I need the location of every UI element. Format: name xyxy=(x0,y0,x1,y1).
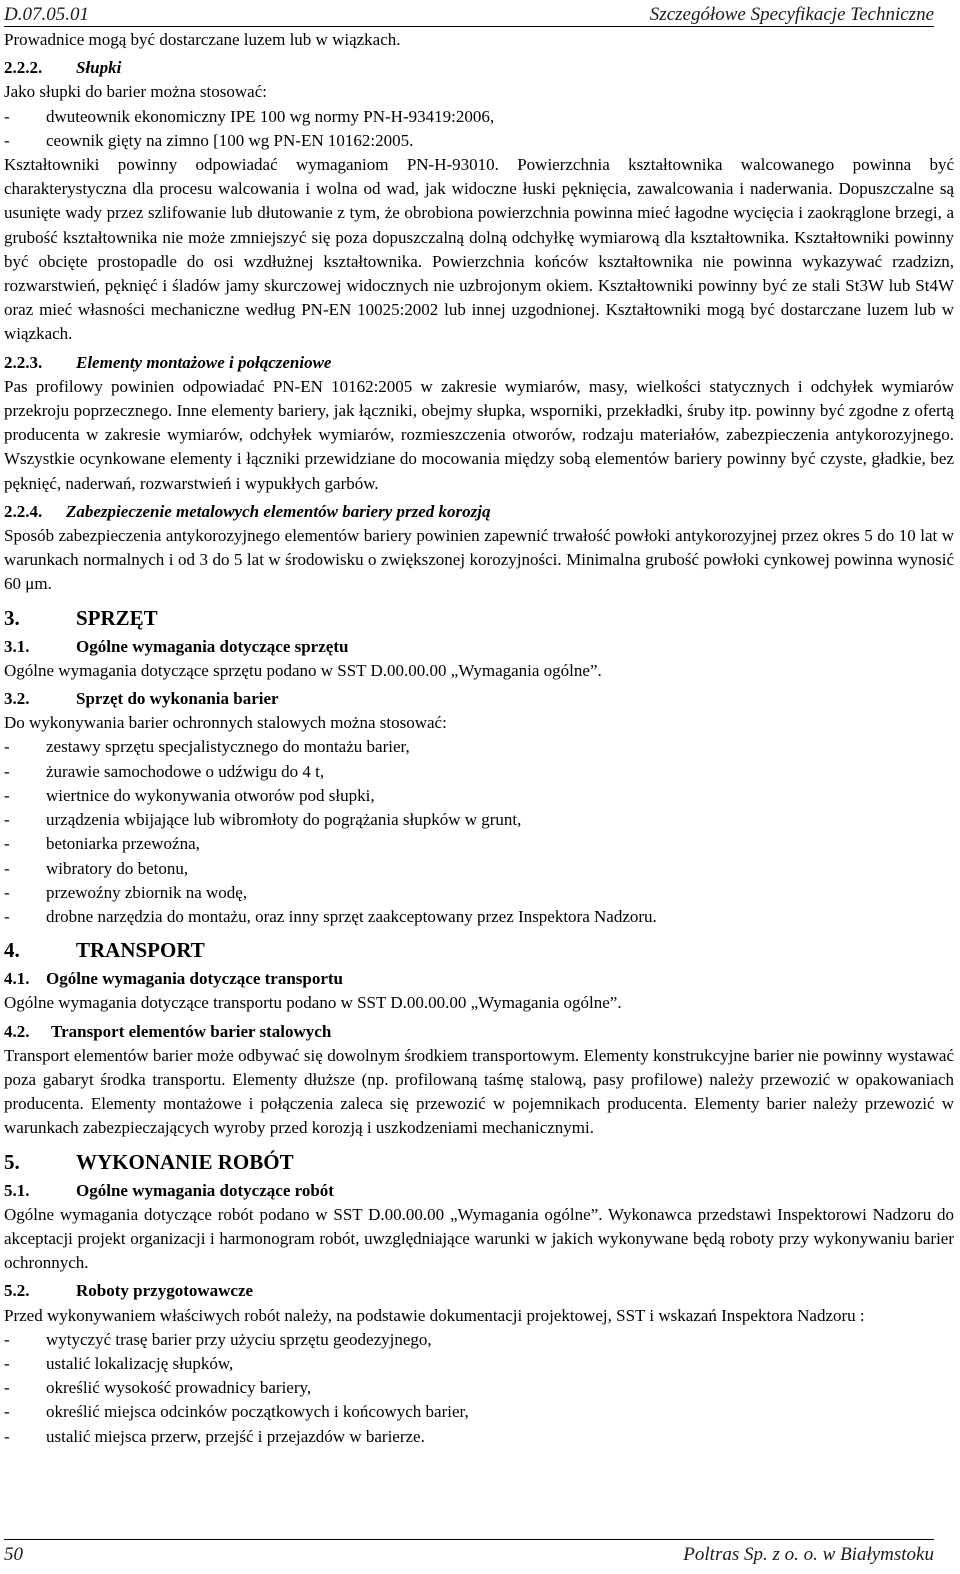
list-item: - żurawie samochodowe o udźwigu do 4 t, xyxy=(4,761,325,781)
document-title: Szczegółowe Specyfikacje Techniczne xyxy=(649,4,934,25)
chapter-heading-4 xyxy=(4,937,954,963)
paragraph: Kształtowniki powinny odpowiadać wymaganiom PN-H-93010. Powierzchnia kształtownika walcowanego powinna być charakterystyczna dla procesu walcowania i wolna od wad, jak widoczne łuski pęknięcia, zawalcowania i naderwania. Dopuszczalne są usunięte wady przez szlifowanie lub dłutowanie z tym, że obrobiona powierzchnia powinna mieć łagodne wycięcia i zaokrąglone brzegi, a grubość kształtownika nie może zmniejszyć się poza dopuszczalną dolną odchyłkę wymiarową dla kształtownika. Kształtowniki powinny być obcięte prostopadle do osi wzdłużnej kształtownika. Powierzchnia końców kształtownika nie powinna wykazywać rzadzizn, rozwarstwień, pęknięć i śladów jamy skurczowej widocznych nie uzbrojonym okiem. Kształtowniki powinny być ze stali St3W lub St4W oraz mieć własności mechaniczne według PN-EN 10025:2002 lub innej uzgodnionej. Kształtowniki mogą być dostarczane luzem lub w wiązkach. xyxy=(4,155,954,344)
section-title: Transport elementów barier stalowych xyxy=(51,1021,332,1041)
section-heading-4-1 xyxy=(4,967,954,991)
document-body xyxy=(4,28,954,1449)
paragraph: Ogólne wymagania dotyczące transportu podano w SST D.00.00.00 „Wymagania ogólne”. xyxy=(4,993,622,1013)
section-title: Słupki xyxy=(76,58,122,78)
list-item: - wiertnice do wykonywania otworów pod słupki, xyxy=(4,785,375,805)
section-number: 5.2. xyxy=(4,1281,30,1301)
section-heading-3-1 xyxy=(4,635,954,659)
paragraph: Ogólne wymagania dotyczące sprzętu podano w SST D.00.00.00 „Wymagania ogólne”. xyxy=(4,660,602,680)
chapter-number: 5. xyxy=(4,1149,20,1174)
list-item: - zestawy sprzętu specjalistycznego do montażu barier, xyxy=(4,737,410,757)
document-code: D.07.05.01 xyxy=(4,4,89,25)
paragraph: Ogólne wymagania dotyczące robót podano w SST D.00.00.00 „Wymagania ogólne”. Wykonawca przedstawi Inspektorowi Nadzoru do akceptacji projekt organizacji i harmonogram robót, uwzględniające warunki w jakich wykonywane będą roboty przy wykonywaniu barier ochronnych. xyxy=(4,1204,954,1273)
list-item: - drobne narzędzia do montażu, oraz inny sprzęt zaakceptowany przez Inspektora Nadzoru. xyxy=(4,906,657,926)
section-number: 4.1. xyxy=(4,969,30,989)
chapter-heading-3 xyxy=(4,605,954,631)
list-item: - ustalić miejsca przerw, przejść i przejazdów w barierze. xyxy=(4,1426,425,1446)
paragraph: Pas profilowy powinien odpowiadać PN-EN 10162:2005 w zakresie wymiarów, masy, wielkości statycznych i odchyłek wymiarów przekroju poprzecznego. Inne elementy bariery, jak łączniki, obejmy słupka, wsporniki, przekładki, śruby itp. powinny być zgodne z ofertą producenta w zakresie wymiarów, odchyłek wymiarów, rozmieszczenia otworów, rodzaju materiałów, zabezpieczenia antykorozyjnego. Wszystkie ocynkowane elementy i łączniki przewidziane do mocowania między sobą elementów bariery powinny być czyste, gładkie, bez pęknięć, naderwań, rozwarstwień i wypukłych garbów. xyxy=(4,376,954,493)
section-heading-3-2 xyxy=(4,687,954,711)
page-footer xyxy=(4,1539,934,1570)
section-heading-2-2-3 xyxy=(4,351,954,375)
section-heading-4-2 xyxy=(4,1020,954,1044)
list-item: - urządzenia wbijające lub wibromłoty do pogrążania słupków w grunt, xyxy=(4,810,522,830)
list-item: - ceownik gięty na zimno [100 wg PN-EN 10162:2005. xyxy=(4,130,414,150)
chapter-title: SPRZĘT xyxy=(76,605,158,630)
list-item: - dwuteownik ekonomiczny IPE 100 wg normy PN-H-93419:2006, xyxy=(4,106,495,126)
list-item: - określić miejsca odcinków początkowych i końcowych barier, xyxy=(4,1402,469,1422)
chapter-number: 3. xyxy=(4,605,20,630)
list-item: - wibratory do betonu, xyxy=(4,858,189,878)
section-number: 3.2. xyxy=(4,689,30,709)
company-name: Poltras Sp. z o. o. w Białymstoku xyxy=(683,1544,934,1565)
section-number: 2.2.3. xyxy=(4,352,43,372)
list-item: - wytyczyć trasę barier przy użyciu sprzętu geodezyjnego, xyxy=(4,1329,432,1349)
section-lead: Do wykonywania barier ochronnych stalowych można stosować: xyxy=(4,713,447,733)
chapter-title: TRANSPORT xyxy=(76,938,205,963)
section-title: Ogólne wymagania dotyczące robót xyxy=(76,1180,334,1200)
section-title: Ogólne wymagania dotyczące sprzętu xyxy=(76,636,349,656)
paragraph: Sposób zabezpieczenia antykorozyjnego elementów bariery powinien zapewnić trwałość powłoki antykorozyjnej przez okres 5 do 10 lat w warunkach normalnych i od 3 do 5 lat w środowisku o zwiększonej korozyjności. Minimalna grubość powłoki cynkowej powinna wynosić 60 μm. xyxy=(4,526,954,594)
list-item: - ustalić lokalizację słupków, xyxy=(4,1353,234,1373)
list-item: - określić wysokość prowadnicy bariery, xyxy=(4,1378,312,1398)
section-title: Zabezpieczenie metalowych elementów bariery przed korozją xyxy=(66,501,491,521)
list-item: - betoniarka przewoźna, xyxy=(4,834,200,854)
section-lead: Jako słupki do barier można stosować: xyxy=(4,82,267,102)
section-number: 5.1. xyxy=(4,1180,30,1200)
section-number: 2.2.4. xyxy=(4,501,43,521)
section-heading-5-1 xyxy=(4,1179,954,1203)
page-header xyxy=(4,0,934,27)
section-title: Ogólne wymagania dotyczące transportu xyxy=(46,969,344,989)
section-heading-5-2 xyxy=(4,1279,954,1303)
section-lead: Przed wykonywaniem właściwych robót należy, na podstawie dokumentacji projektowej, SST i wskazań Inspektora Nadzoru : xyxy=(4,1305,865,1325)
intro-line: Prowadnice mogą być dostarczane luzem lub w wiązkach. xyxy=(4,30,401,49)
section-number: 2.2.2. xyxy=(4,58,43,78)
section-title: Elementy montażowe i połączeniowe xyxy=(76,352,332,372)
section-heading-2-2-4 xyxy=(4,500,954,524)
chapter-heading-5 xyxy=(4,1149,954,1175)
chapter-number: 4. xyxy=(4,938,20,963)
section-number: 3.1. xyxy=(4,636,30,656)
section-title: Sprzęt do wykonania barier xyxy=(76,689,279,709)
chapter-title: WYKONANIE ROBÓT xyxy=(76,1149,294,1174)
section-number: 4.2. xyxy=(4,1021,30,1041)
section-title: Roboty przygotowawcze xyxy=(76,1281,254,1301)
page-number: 50 xyxy=(4,1544,23,1565)
list-item: - przewoźny zbiornik na wodę, xyxy=(4,882,248,902)
section-heading-2-2-2 xyxy=(4,56,954,80)
paragraph: Transport elementów barier może odbywać się dowolnym środkiem transportowym. Elementy konstrukcyjne barier nie powinny wystawać poza gabaryt środka transportu. Elementy dłuższe (np. profilowaną taśmę stalową, pasy profilowe) należy przewozić w opakowaniach producenta. Elementy montażowe i połączenia zaleca się przewozić w pojemnikach producenta. Elementy barier należy przewozić w warunkach zabezpieczających wyroby przed korozją i uszkodzeniami mechanicznymi. xyxy=(4,1045,954,1138)
